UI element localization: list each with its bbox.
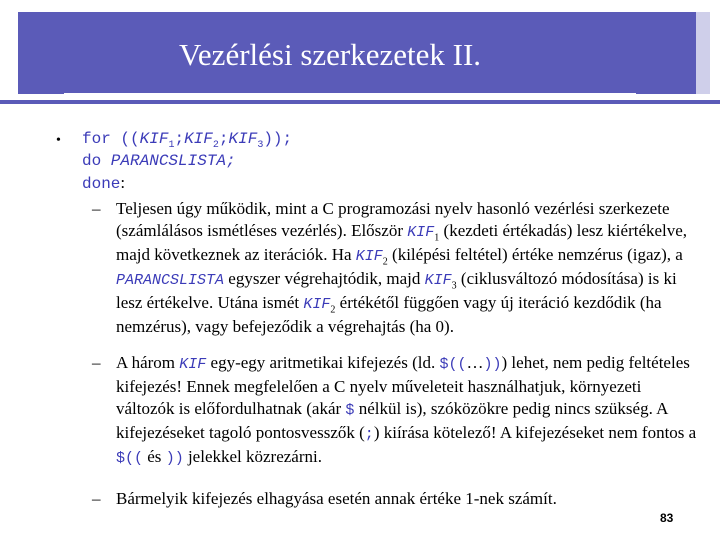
ellipsis: … (466, 353, 484, 372)
dollar-open-ref: $(( (116, 450, 144, 467)
item-2-part: ) kiírása kötelező! A kifejezéseket nem fontos a (373, 423, 697, 442)
dash-2: – (92, 353, 101, 372)
kif3-sub: 3 (257, 140, 264, 152)
close-ref: )) (165, 450, 184, 467)
kif1-sub: 1 (168, 140, 175, 152)
kif-ref: KIF (424, 272, 452, 289)
do-keyword: do (82, 152, 102, 170)
arith-expr-open: $(( (439, 356, 467, 373)
bullet-icon: • (56, 133, 61, 148)
for-close-paren: )); (263, 130, 293, 148)
do-parancslista: PARANCSLISTA; (101, 152, 236, 170)
item-1-part: Teljesen úgy működik, mint a C programozási nyelv hasonló vezérlési szerkezete (számlálásos ismétléses vezérlés). Először (116, 199, 670, 240)
dollar-sign: $ (345, 402, 355, 419)
item-1-part: (kezdeti értékadás) lesz kiértékelve, majd következnek az iterációk. Ha (116, 221, 688, 264)
for-open-paren: (( (110, 130, 140, 148)
done-colon: : (120, 173, 126, 192)
arith-expr-close: )) (483, 356, 502, 373)
slide-title: Vezérlési szerkezetek II. (178, 37, 482, 72)
item-1-part: (kilépési feltétel) értéke nemzérus (igaz), a (387, 245, 683, 264)
item-1-part: értékétől függően vagy új iteráció kezdődik (ha nemzérus), vagy befejeződik a végrehajtás (ha 0). (116, 293, 662, 336)
kif-sub: 3 (451, 280, 457, 292)
kif2-sub: 2 (212, 140, 219, 152)
semicolon-ref: ; (364, 426, 374, 443)
item-2-part: és (143, 447, 166, 466)
done-keyword: done (82, 175, 121, 193)
for-keyword: for (82, 130, 111, 148)
code-done-line (82, 172, 125, 195)
item-3-text: Bármelyik kifejezés elhagyása esetén annak értéke 1-nek számít. (116, 489, 557, 508)
kif-sub: 1 (434, 232, 440, 244)
item-2-part: nélkül is), szóközökre pedig nincs szükség. A kifejezéseket tagoló pontosvesszők ( (116, 399, 668, 442)
item-1-part: (ciklusváltozó módosítása) is ki lesz értékelve. Utána ismét (116, 269, 677, 312)
item-2-part: ) lehet, nem pedig feltételes kifejezés! Ennek megfelelően a C nyelv műveleteit használhatjuk, környezeti változók is előfordulhatnak (akár (116, 353, 690, 418)
kif-sub: 2 (382, 256, 388, 268)
kif-ref: KIF (303, 296, 331, 313)
page-number: 83 (660, 511, 674, 525)
item-2-part: jelekkel közrezárni. (183, 447, 322, 466)
dash-1: – (92, 199, 101, 218)
semicolon-2: ; (218, 130, 229, 148)
kif-ref: KIF (179, 356, 207, 373)
semicolon-1: ; (174, 130, 185, 148)
item-2-part: egy-egy aritmetikai kifejezés (ld. (206, 353, 440, 372)
item-1-text (116, 198, 702, 338)
dash-3: – (92, 489, 101, 508)
kif1-name: KIF (139, 130, 169, 148)
code-for-line (82, 128, 292, 150)
kif3-name: KIF (228, 130, 258, 148)
kif-ref: KIF (355, 248, 383, 265)
item-2-part: A három (116, 353, 180, 372)
kif-ref: KIF (407, 224, 435, 241)
parancslista-ref: PARANCSLISTA (116, 272, 225, 289)
code-do-line (82, 150, 236, 172)
item-1-part: egyszer végrehajtódik, majd (224, 269, 425, 288)
kif-sub: 2 (330, 304, 336, 316)
item-2-text (116, 352, 702, 470)
kif2-name: KIF (184, 130, 213, 148)
